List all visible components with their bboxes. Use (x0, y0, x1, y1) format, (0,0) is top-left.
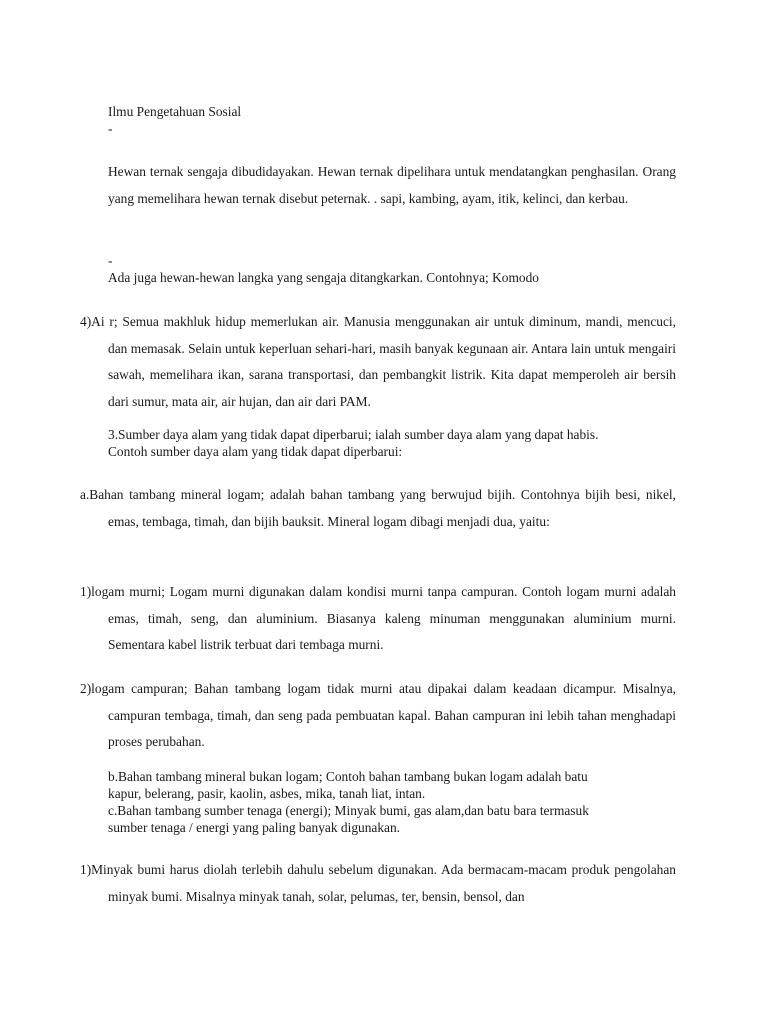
paragraph-hewan-langka: Ada juga hewan-hewan langka yang sengaja ditangkarkan. Contohnya; Komodo (108, 270, 539, 285)
paragraph-hewan-ternak: Hewan ternak sengaja dibudidayakan. Hewan ternak dipelihara untuk mendatangkan penghasilan. Orang yang memelihara hewan ternak disebut peternak. . sapi, kambing, ayam, itik, kelinci, dan kerbau. (108, 164, 676, 206)
paragraph-air: 4)Ai r; Semua makhluk hidup memerlukan air. Manusia menggunakan air untuk diminum, mandi, mencuci, dan memasak. Selain untuk keperluan sehari-hari, masih banyak kegunaan air. Antara lain untuk mengairi sawah, memelihara ikan, sarana transportasi, dan pembangkit listrik. Kita dapat memperoleh air bersih dari sumur, mata air, air hujan, dan air dari PAM. (80, 314, 676, 409)
sda-line: Contoh sumber daya alam yang tidak dapat diperbarui: (108, 444, 403, 459)
bc-block (108, 768, 676, 836)
item-b-line: b.Bahan tambang mineral bukan logam; Contoh bahan tambang bukan logam adalah batu (108, 769, 588, 784)
paragraph-logam-murni: 1)logam murni; Logam murni digunakan dalam kondisi murni tanpa campuran. Contoh logam murni adalah emas, timah, seng, dan aluminium. Biasanya kaleng minuman menggunakan aluminium murni. Sementara kabel listrik terbuat dari tembaga murni. (80, 584, 676, 652)
sda-line: 3.Sumber daya alam yang tidak dapat diperbarui; ialah sumber daya alam yang dapat habis. (108, 427, 599, 442)
item-c-line: c.Bahan tambang sumber tenaga (energi); Minyak bumi, gas alam,dan batu bara termasuk (108, 803, 589, 818)
paragraph-logam-campuran: 2)logam campuran; Bahan tambang logam tidak murni atau dipakai dalam keadaan dicampur. Misalnya, campuran tembaga, timah, dan seng pada pembuatan kapal. Bahan campuran ini lebih tahan menghadapi proses perubahan. (80, 681, 676, 749)
paragraph-minyak-bumi: 1)Minyak bumi harus diolah terlebih dahulu sebelum digunakan. Ada bermacam-macam produk pengolahan minyak bumi. Misalnya minyak tanah, solar, pelumas, ter, bensin, bensol, dan (80, 862, 676, 904)
doc-title: Ilmu Pengetahuan Sosial (108, 104, 242, 119)
paragraph-mineral-logam: a.Bahan tambang mineral logam; adalah bahan tambang yang berwujud bijih. Contohnya bijih besi, nikel, emas, tembaga, timah, dan bijih bauksit. Mineral logam dibagi menjadi dua, yaitu: (80, 487, 676, 529)
dash-marker: - (108, 253, 113, 268)
title-block (108, 103, 676, 137)
item-c-line: sumber tenaga / energi yang paling banyak digunakan. (108, 820, 401, 835)
dash-marker: - (108, 121, 113, 136)
langka-block (108, 252, 676, 286)
item-b-line: kapur, belerang, pasir, kaolin, asbes, mika, tanah liat, intan. (108, 786, 426, 801)
sda-heading-block (108, 426, 676, 460)
